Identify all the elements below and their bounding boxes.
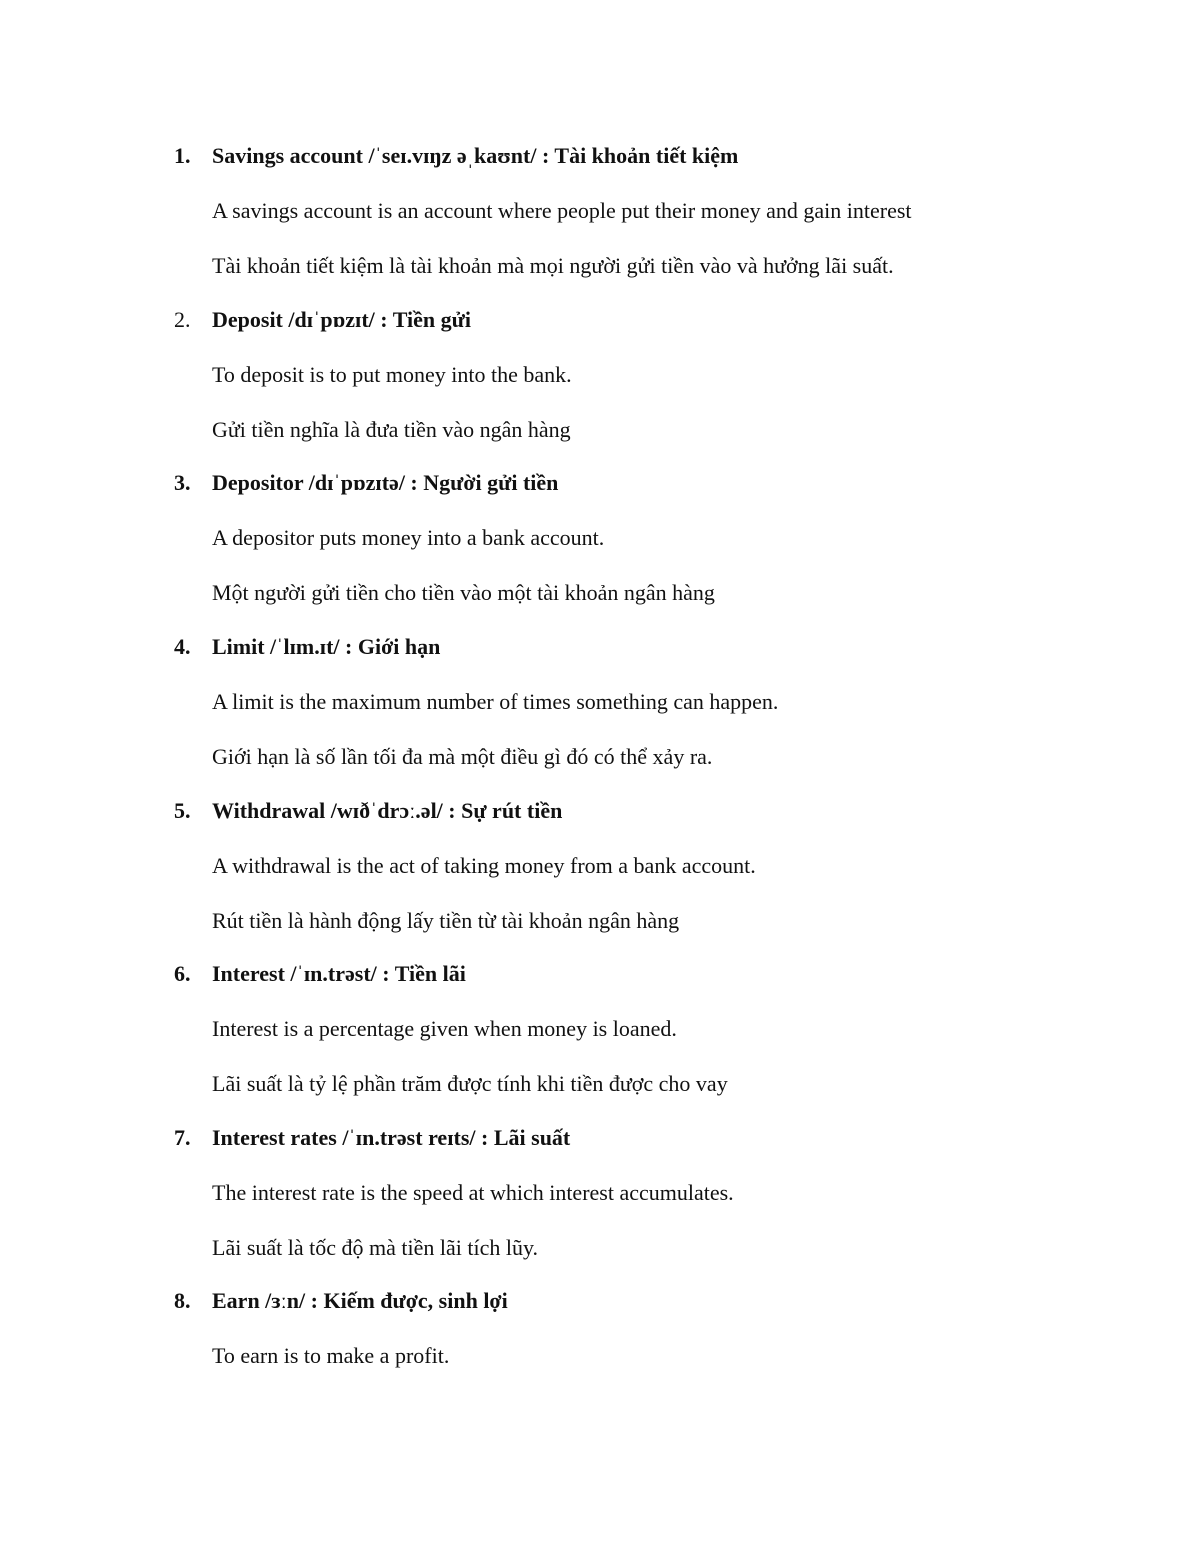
- entry-number: 3.: [174, 470, 191, 495]
- entry-english-definition: To earn is to make a profit.: [212, 1343, 450, 1368]
- entry-number: 1.: [174, 143, 191, 168]
- entry-heading: Deposit /dɪˈpɒzɪt/ : Tiền gửi: [212, 307, 471, 332]
- entry-number: 4.: [174, 634, 191, 659]
- entry-heading: Limit /ˈlɪm.ɪt/ : Giới hạn: [212, 634, 441, 659]
- entry-vietnamese-translation: Giới hạn là số lần tối đa mà một điều gì đó có thể xảy ra.: [212, 744, 713, 769]
- entry-english-definition: The interest rate is the speed at which interest accumulates.: [212, 1180, 734, 1205]
- entry-vietnamese-translation: Lãi suất là tỷ lệ phần trăm được tính khi tiền được cho vay: [212, 1071, 728, 1096]
- entry-vietnamese-translation: Rút tiền là hành động lấy tiền từ tài khoản ngân hàng: [212, 908, 680, 933]
- entry-english-definition: A withdrawal is the act of taking money from a bank account.: [212, 853, 756, 878]
- entry-english-definition: Interest is a percentage given when money is loaned.: [212, 1016, 677, 1041]
- entry-heading: Depositor /dɪˈpɒzɪtə/ : Người gửi tiền: [212, 470, 559, 495]
- entry-heading: Earn /ɜːn/ : Kiếm được, sinh lợi: [212, 1288, 508, 1313]
- entry-number: 2.: [174, 307, 191, 332]
- entry-number: 8.: [174, 1288, 191, 1313]
- entry-heading: Savings account /ˈseɪ.vɪŋz əˌkaʊnt/ : Tài khoản tiết kiệm: [212, 143, 739, 168]
- entry-english-definition: A depositor puts money into a bank account.: [212, 525, 605, 550]
- entry-vietnamese-translation: Lãi suất là tốc độ mà tiền lãi tích lũy.: [212, 1235, 539, 1260]
- entry-english-definition: To deposit is to put money into the bank.: [212, 362, 572, 387]
- entry-heading: Withdrawal /wɪðˈdrɔː.əl/ : Sự rút tiền: [212, 798, 563, 823]
- entry-number: 5.: [174, 798, 191, 823]
- entry-english-definition: A limit is the maximum number of times something can happen.: [212, 689, 779, 714]
- entry-number: 7.: [174, 1125, 191, 1150]
- entry-heading: Interest /ˈɪn.trəst/ : Tiền lãi: [212, 961, 466, 986]
- entry-heading: Interest rates /ˈɪn.trəst reɪts/ : Lãi suất: [212, 1125, 571, 1150]
- entry-vietnamese-translation: Tài khoản tiết kiệm là tài khoản mà mọi người gửi tiền vào và hưởng lãi suất.: [212, 253, 894, 278]
- entry-number: 6.: [174, 961, 191, 986]
- entry-english-definition: A savings account is an account where people put their money and gain interest: [212, 198, 912, 223]
- entry-vietnamese-translation: Gửi tiền nghĩa là đưa tiền vào ngân hàng: [212, 417, 571, 442]
- entry-vietnamese-translation: Một người gửi tiền cho tiền vào một tài khoản ngân hàng: [212, 580, 715, 605]
